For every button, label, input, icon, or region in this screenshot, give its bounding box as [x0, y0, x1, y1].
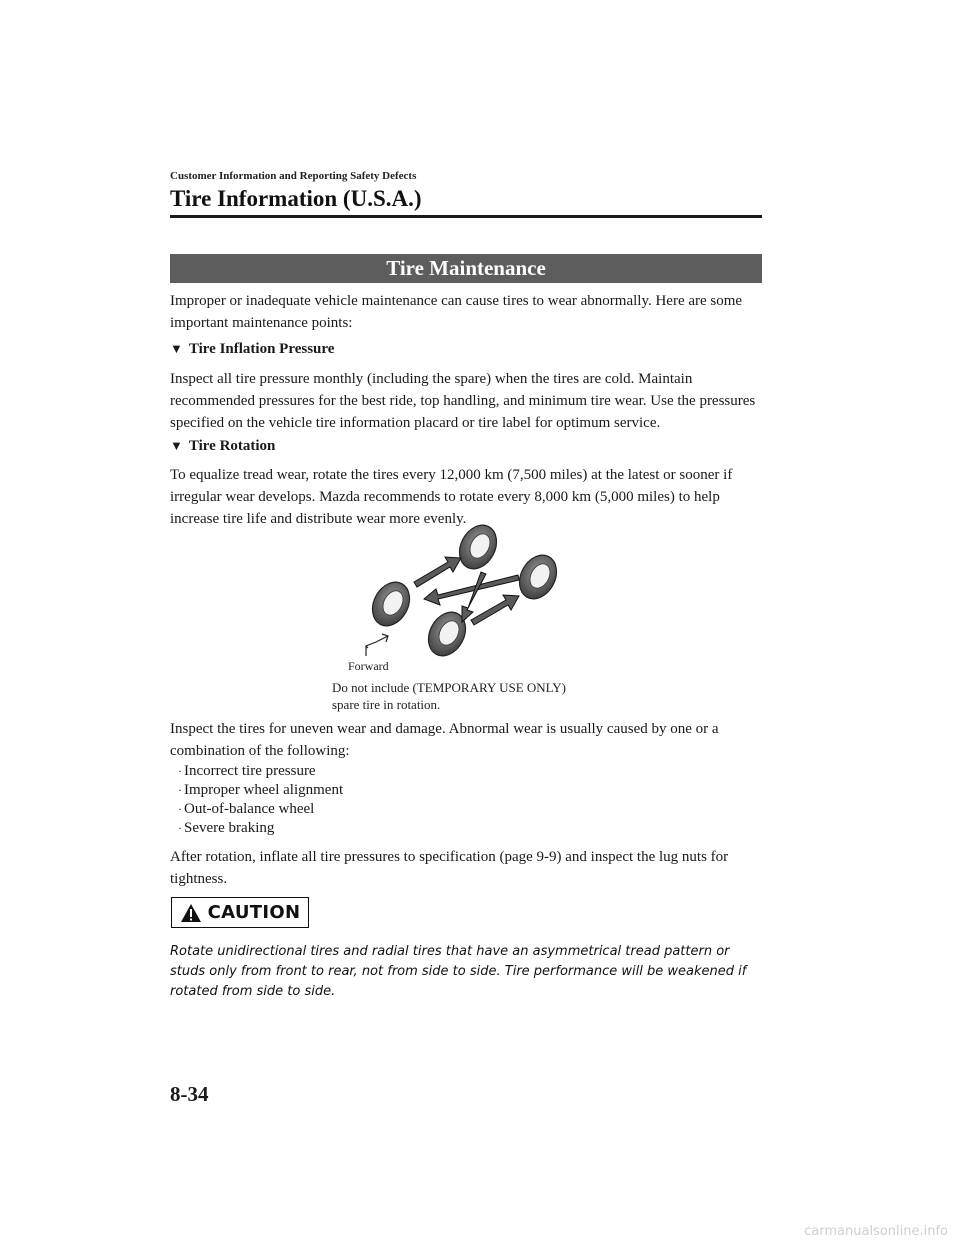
figure-caption-line-1: Do not include (TEMPORARY USE ONLY): [332, 680, 567, 695]
bullet-icon: ·: [178, 802, 182, 816]
after-rotation-paragraph: After rotation, inflate all tire pressures to specification (page 9-9) and inspect the lug nuts for tightness.: [170, 849, 729, 887]
intro-paragraph: Improper or inadequate vehicle maintenance can cause tires to wear abnormally. Here are some important maintenance points:: [170, 293, 743, 331]
list-item: · Out-of-balance wheel: [178, 801, 315, 817]
section-banner: Tire Maintenance: [170, 254, 762, 283]
list-item: · Incorrect tire pressure: [178, 763, 316, 779]
inflation-heading: [170, 339, 334, 359]
inspect-paragraph: Inspect the tires for uneven wear and damage. Abnormal wear is usually caused by one or a combination of the following:: [170, 721, 719, 759]
rotation-heading: [170, 436, 275, 456]
arrow-fr-to-rr-icon: [471, 595, 519, 625]
rotation-paragraph: To equalize tread wear, rotate the tires every 12,000 km (7,500 miles) at the latest or sooner if irregular wear develops. Mazda recommends to rotate every 8,000 km (5,000 miles) to help increase tire life and distribute wear more evenly.: [170, 467, 733, 527]
forward-arrow-icon: [366, 634, 388, 656]
tire-rotation-diagram: [328, 522, 588, 682]
triangle-down-icon: ▼: [170, 341, 183, 356]
forward-label: Forward: [348, 659, 389, 673]
list-item: · Improper wheel alignment: [178, 782, 344, 798]
caution-label: CAUTION: [207, 902, 301, 923]
figure-caption: [332, 679, 566, 713]
list-item: · Severe braking: [178, 820, 275, 836]
wear-causes-list: [176, 762, 343, 838]
caution-text: Rotate unidirectional tires and radial tires that have an asymmetrical tread pattern or studs only from front to rear, not from side to side. Tire performance will be weakened if rotated from side to side.: [170, 944, 747, 999]
bullet-icon: ·: [178, 783, 182, 797]
tire-rear-left-icon: [452, 522, 504, 575]
inflation-heading-label: Tire Inflation Pressure: [188, 341, 335, 357]
tire-front-left-icon: [365, 576, 417, 633]
chapter-header: Customer Information and Reporting Safety Defects: [170, 170, 417, 182]
figure-caption-line-2: spare tire in rotation.: [332, 697, 441, 712]
warning-triangle-icon: [180, 903, 202, 923]
arrow-fl-to-rl-icon: [414, 557, 461, 587]
triangle-down-icon: ▼: [170, 438, 183, 453]
inflation-paragraph: Inspect all tire pressure monthly (including the spare) when the tires are cold. Maintain recommended pressures for the best ride, top handling, and minimum tire wear. Use the pressures specified on the vehicle tire information placard or tire label for optimum service.: [170, 371, 756, 431]
section-title: Tire Information (U.S.A.): [170, 186, 422, 211]
page-number: 8-34: [170, 1082, 209, 1106]
header-rule: [170, 215, 762, 218]
tire-rear-right-icon: [512, 549, 564, 606]
watermark: carmanualsonline.info: [804, 1224, 948, 1239]
caution-badge: [171, 897, 309, 928]
bullet-icon: ·: [178, 764, 182, 778]
rotation-heading-label: Tire Rotation: [188, 438, 276, 454]
bullet-icon: ·: [178, 821, 182, 835]
